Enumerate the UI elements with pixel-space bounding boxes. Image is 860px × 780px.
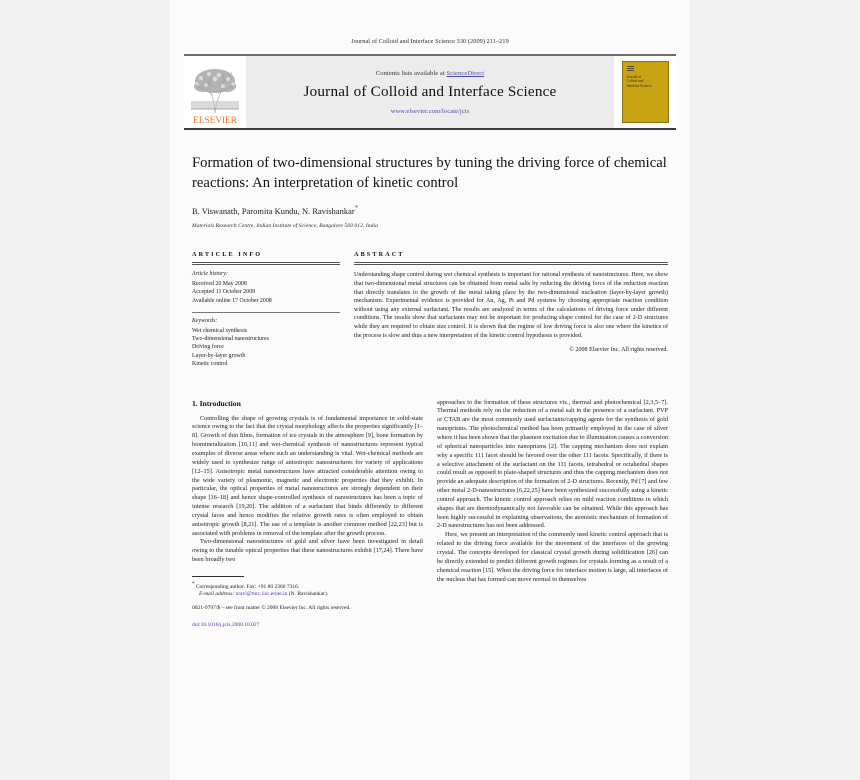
title-block <box>170 130 690 229</box>
abstract-text: Understanding shape control during wet chemical synthesis is important for rational synthesis of nanostructures. Here, we show that two-dimensional metal structures can be obtained from metal salts by reducing the driving force of the reduction reaction that directly translates to the growth of the metal taking place by the two-dimensional nucleation (layer-by-layer growth) mechanism. Experimental evidence is provided for Au, Ag, Pt and Pd systems by choosing appropriate reaction condition without using any external surfactant. The results are analyzed in terms of the calculations of driving force under different conditions. The results show that surfactants may not be important for producing shape control for the case of 2-D structures while they are required to obtain size control. It is shown that the regime of low driving force is also one where the kinetics of the process is slow and thus a new interpretation of the kinetic control hypothesis is provided. <box>354 272 668 339</box>
cover-title-text <box>627 75 665 88</box>
doi-line <box>192 613 423 631</box>
elsevier-wordmark: ELSEVIER <box>193 115 237 126</box>
affiliation: Materials Research Centre, Indian Institute of Science, Bangalore 560 012, India <box>192 222 378 229</box>
body-paragraph: approaches to the formation of these structures viz., thermal and photochemical [2,3,5–7]. Thermal methods rely on the reduction of a metal salt in the presence of a surfactant. PVP or CTAB are the most commonly used surfactants/capping agents for the synthesis of gold nanoprisms. The photochemical method has been primarily employed in the case of silver where it has been shown that the plasmon excitation due to illumination causes a conversion of spherical nanoparticles into nanoprisms [2]. The capping mechanism does not explain why a specific 111 facet should be favored over the other 111 facets. Specifically, if there is a selective attachment of the surfactant on the 111 facets, tetrahedral or octahedral shapes could result as opposed to plate-shaped structures and thus the capping mechanism does not provide an adequate description of the formation of 2-D structures. Recently, Pd [7] and few other metal 2-D-nanostructures [6,22,25] have been synthesized successfully using a kinetic control approach. The kinetic control approach relies on mild reaction conditions in which shapes that are thermodynamically not favorable can be obtained. While this approach has been highly successful in explaining observations, the atomistic mechanism of formation of 2-D nanostructures has not been addressed. <box>437 398 668 530</box>
article-info-column <box>192 251 340 369</box>
abstract-copyright: © 2008 Elsevier Inc. All rights reserved. <box>569 347 668 354</box>
author-names: B. Viswanath, Paromita Kundu, N. Ravishankar <box>192 206 355 216</box>
email-address-link[interactable]: nravi@mrc.iisc.ernet.in <box>235 591 288 598</box>
keywords-label: Keywords: <box>192 318 218 325</box>
article-info-heading: ARTICLE INFO <box>192 250 263 258</box>
body-paragraph: Controlling the shape of growing crystals is of fundamental importance in solid-state science owing to the fact that the crystal morphology affects the properties significantly [1–8]. Growth of thin films, formation of ice crystals in the atmosphere [9], bone formation by biomineralization [10,11] and wet-chemical synthesis of nanostructures represent typical examples of diverse areas where such an understanding is vital. Wet-chemical methods are widely used to synthesize range of anisotropic nanostructures for variety of applications [12–15]. Anisotropic metal nanostructures have attracted considerable attention owing to the wide variety of plasmonic, magnetic and electronic properties that they exhibit. In particular, the optical properties of metal nanostructures are strongly dependent on their shape [16–18] and hence shape-controlled synthesis of nanostructures has been a topic of intense research [19,20]. The addition of a surfactant that binds differently to different crystal faces and hence modifies the relative growth rates is often employed to obtain anisotropic growth [8,21]. The use of a template is another common method [22,23] but is associated with problems in removal of the template after the growth process. <box>192 414 423 537</box>
sciencedirect-link[interactable]: ScienceDirect <box>446 69 485 77</box>
article-history-online: Available online 17 October 2008 <box>192 297 272 304</box>
cover-image <box>622 61 669 123</box>
keyword-item: Wet chemical synthesis <box>192 327 248 334</box>
email-label: E-mail address: <box>199 591 235 598</box>
journal-cover-thumbnail <box>614 56 676 128</box>
contents-prefix: Contents lists available at <box>375 69 447 77</box>
abstract-column <box>354 251 668 369</box>
keyword-item: Layer-by-layer growth <box>192 352 246 359</box>
running-head: Journal of Colloid and Interface Science 330 (2009) 211–219 <box>351 38 509 45</box>
tree-svg <box>189 65 241 115</box>
contents-available-line <box>376 70 484 77</box>
article-history-label: Article history: <box>192 271 228 278</box>
body-column-left <box>192 399 423 631</box>
corresponding-author-marker: * <box>354 204 359 212</box>
body-columns <box>170 369 690 631</box>
cover-title-line-2: Colloid and <box>626 79 644 84</box>
issn-line: 0021-9797/$ – see front matter © 2008 Elsevier Inc. All rights reserved. <box>192 605 351 611</box>
doi-value[interactable]: 10.1016/j.jcis.2008.10.027 <box>200 621 260 628</box>
masthead-wrapper <box>170 54 690 130</box>
article-info-rule <box>192 262 340 266</box>
cover-title-line-3: Interface Science <box>626 83 652 88</box>
body-paragraph: Two-dimensional nanostructures of gold and silver have been investigated in detail owing to the tunable optical properties that these nanostructures exhibit [17,24]. There have been broadly two <box>192 538 423 564</box>
masthead-center <box>246 56 614 128</box>
doi-label: doi: <box>192 621 201 628</box>
journal-masthead <box>184 54 676 128</box>
journal-url-link[interactable]: www.elsevier.com/locate/jcis <box>390 107 470 115</box>
author-list <box>192 204 668 216</box>
corresponding-author-note <box>192 581 423 591</box>
paper-sheet <box>170 0 690 780</box>
corresponding-author-text: Corresponding author. Fax: +91 80 2360 7316. <box>195 583 300 590</box>
elsevier-logo <box>184 56 246 128</box>
cover-title-line-1: Journal of <box>626 75 641 79</box>
body-paragraph: Here, we present an interpretation of the commonly used kinetic control approach that is related to the driving force available for the movement of the interfaces of the growing crystal. The concepts developed for classical crystal growth during solidification [26] can be directly extended to predict different growth regimes for crystals forming as a result of a chemical reaction [15]. When the driving force for interface motion is large, all interfaces of the nucleus that has formed can move normal to themselves <box>437 531 668 583</box>
email-owner: (N. Ravishankar). <box>288 591 329 598</box>
body-column-right <box>437 399 668 631</box>
article-history-accepted: Accepted 11 October 2008 <box>192 289 256 296</box>
keyword-item: Kinetic control <box>192 361 228 368</box>
abstract-heading: ABSTRACT <box>354 250 405 258</box>
keyword-item: Driving force <box>192 344 224 351</box>
keywords-divider <box>192 312 340 313</box>
article-history-received: Received 20 May 2008 <box>192 280 247 287</box>
footnote-marker: * <box>192 581 195 587</box>
info-abstract-row <box>170 229 690 369</box>
abstract-rule <box>354 262 668 266</box>
elsevier-tree-icon <box>189 65 241 115</box>
email-note <box>192 591 423 599</box>
section-heading-introduction: 1. Introduction <box>192 398 241 408</box>
footnote-rule <box>192 576 244 577</box>
page-title: Formation of two-dimensional structures by tuning the driving force of chemical reactions: An interpretation of kinetic control <box>192 155 667 191</box>
footnote-block <box>192 576 423 631</box>
journal-title: Journal of Colloid and Interface Science <box>303 82 557 100</box>
cover-publisher-mark-icon <box>627 66 634 72</box>
keyword-item: Two-dimensional nanostructures <box>192 336 269 343</box>
